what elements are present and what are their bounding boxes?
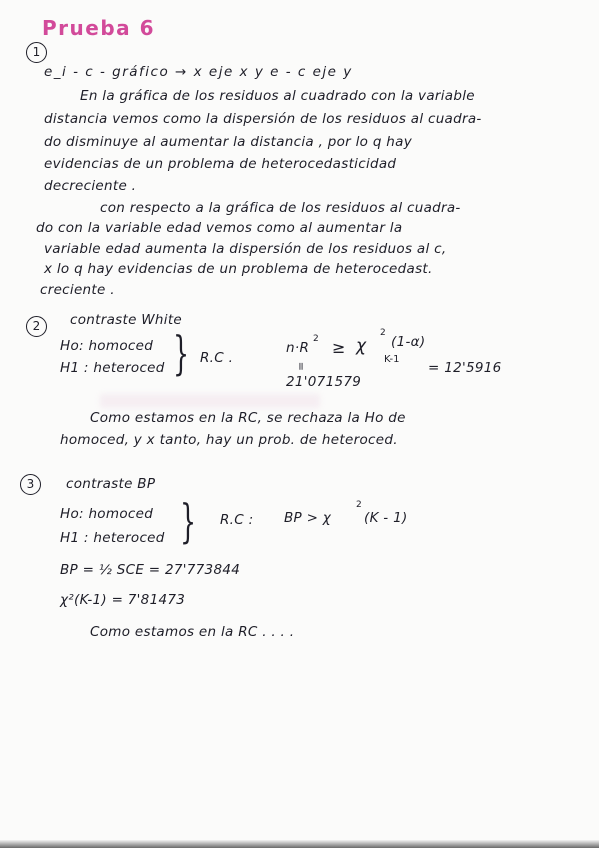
q1-heading: e_i - c - gráfico → x eje x y e - c eje y: [44, 64, 353, 80]
question-1-number: 1: [26, 42, 47, 63]
q1-p1-line-2: distancia vemos como la dispersión de los residuos al cuadra-: [44, 111, 482, 127]
q3-rejection-region-label: R.C :: [220, 512, 254, 528]
q1-p1-line-1: En la gráfica de los residuos al cuadrado con la variable: [80, 88, 475, 104]
q3-chi-args: (K - 1): [364, 510, 408, 526]
q1-p1-line-3: do disminuye al aumentar la distancia , por lo q hay: [44, 134, 412, 150]
q2-brace: }: [173, 326, 190, 380]
q2-formula-chi: χ: [356, 336, 367, 356]
q3-conclusion: Como estamos en la RC . . . .: [90, 624, 295, 640]
faded-highlighter-mark: [100, 394, 320, 408]
q2-conclusion-line-1: Como estamos en la RC, se rechaza la Ho de: [90, 410, 406, 426]
q1-p1-line-4: evidencias de un problema de heterocedasticidad: [44, 156, 397, 172]
q2-heading: contraste White: [70, 312, 183, 328]
q3-null-hypothesis: Ho: homoced: [60, 506, 154, 522]
q2-chi-value: = 12'5916: [428, 360, 502, 376]
q3-heading: contraste BP: [66, 476, 156, 492]
q1-p1-line-5: decreciente .: [44, 178, 137, 194]
q1-p2-line-3: variable edad aumenta la dispersión de los residuos al c,: [44, 241, 447, 257]
question-2-number: 2: [26, 316, 47, 337]
page-title: Prueba 6: [42, 16, 156, 40]
q2-rejection-region-label: R.C .: [200, 350, 234, 366]
question-3-number: 3: [20, 474, 41, 495]
q1-p2-line-5: creciente .: [40, 282, 115, 298]
q2-nr2-value: 21'071579: [286, 374, 362, 390]
q3-rejection-region-formula: BP > χ: [284, 510, 332, 526]
q2-null-hypothesis: Ho: homoced: [60, 338, 154, 354]
q2-formula-chi-exponent: 2: [380, 328, 386, 338]
q2-equals-sign: =: [294, 361, 308, 372]
q2-formula-lhs: n·R: [286, 340, 310, 356]
q3-chi-critical-value: χ²(K-1) = 7'81473: [60, 592, 186, 608]
q1-p2-line-2: do con la variable edad vemos como al aumentar la: [36, 220, 403, 236]
q1-p2-line-1: con respecto a la gráfica de los residuos al cuadra-: [100, 200, 461, 216]
q1-p2-line-4: x lo q hay evidencias de un problema de heterocedast.: [44, 261, 433, 277]
q3-bp-statistic: BP = ½ SCE = 27'773844: [60, 562, 241, 578]
q3-chi-exponent: 2: [356, 500, 362, 510]
q2-formula-lhs-exponent: 2: [313, 334, 319, 344]
scan-bottom-edge: [0, 840, 599, 848]
q3-alt-hypothesis: H1 : heteroced: [60, 530, 165, 546]
q2-alt-hypothesis: H1 : heteroced: [60, 360, 165, 376]
q3-brace: }: [180, 494, 197, 548]
q2-formula-ge: ≥: [332, 338, 346, 357]
q2-formula-df: K-1: [384, 354, 400, 365]
q2-conclusion-line-2: homoced, y x tanto, hay un prob. de heteroced.: [60, 432, 398, 448]
q2-formula-args: (1-α): [391, 334, 426, 350]
